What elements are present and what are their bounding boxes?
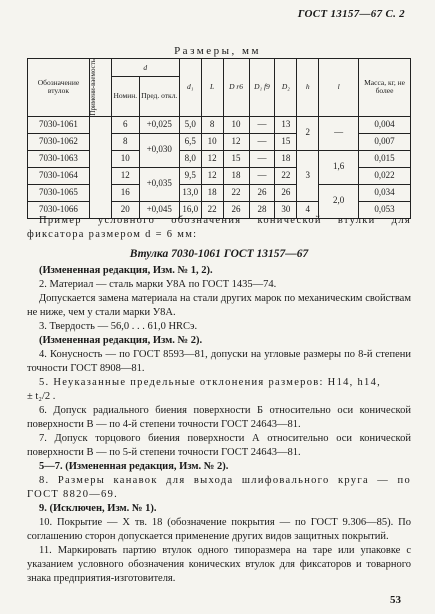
D-cell: 15	[223, 150, 249, 167]
clause-4: 4. Конусность — по ГОСТ 8593—81, допуски на угловые размеры по 8-й степени точности ГОСТ 8908—81.	[27, 349, 411, 374]
D1-cell: —	[249, 150, 275, 167]
clause-2-note: Допускается замена материала на стали других марок по механическим свойствам не ниже, чем у стали марки У8А.	[27, 293, 411, 318]
col-D1-header: D₁ f9	[249, 59, 275, 117]
revision-note: 5—7. (Измененная редакция, Изм. № 2).	[39, 461, 229, 472]
L-cell: 18	[201, 184, 223, 201]
col-L-header: L	[201, 59, 223, 117]
D-cell: 12	[223, 133, 249, 150]
tol-cell: +0,045	[139, 201, 179, 218]
designation-cell: 7030-1066	[28, 201, 90, 218]
L-cell: 22	[201, 201, 223, 218]
L-cell: 12	[201, 167, 223, 184]
dimensions-table	[27, 58, 411, 219]
clause-6: 6. Допуск радиального биения поверхности Б относительно оси конической поверхности В — по 4-й степени точности ГОСТ 24643—81.	[27, 405, 411, 430]
l-cell: 2,0	[319, 184, 359, 218]
d1-cell: 9,5	[179, 167, 201, 184]
clause-11: 11. Маркировать партию втулок одного типоразмера на таре или упаковке с указанием условного обозначения конических втулок для фиксаторов и товарного знака предприятия-изготовителя.	[27, 545, 411, 584]
col-designation-header: Обозначение втулок	[28, 59, 90, 117]
col-d-header: d	[111, 59, 179, 77]
nom-cell: 20	[111, 201, 139, 218]
D2-cell: 22	[275, 167, 297, 184]
D-cell: 22	[223, 184, 249, 201]
clause-2: 2. Материал — сталь марки У8А по ГОСТ 1435—74.	[39, 279, 277, 290]
designation-cell: 7030-1062	[28, 133, 90, 150]
D2-cell: 15	[275, 133, 297, 150]
h-cell: 3	[297, 150, 319, 201]
d1-cell: 13,0	[179, 184, 201, 201]
table-row	[28, 184, 411, 201]
D1-cell: —	[249, 133, 275, 150]
L-cell: 12	[201, 150, 223, 167]
nom-cell: 10	[111, 150, 139, 167]
page-number: 53	[390, 594, 401, 606]
l-cell: 1,6	[319, 150, 359, 184]
nom-cell: 16	[111, 184, 139, 201]
D1-cell: 26	[249, 184, 275, 201]
designation-cell: 7030-1064	[28, 167, 90, 184]
d1-cell: 8,0	[179, 150, 201, 167]
tol-cell: +0,035	[139, 167, 179, 201]
designation-cell: 7030-1061	[28, 116, 90, 133]
clause-7: 7. Допуск торцового биения поверхности А относительно оси конической поверхности В — по 5-й степени точности ГОСТ 24643—81.	[27, 433, 411, 458]
nom-cell: 6	[111, 116, 139, 133]
D-cell: 10	[223, 116, 249, 133]
col-nom-header: Номин.	[111, 77, 139, 116]
D2-cell: 13	[275, 116, 297, 133]
example-designation: Втулка 7030-1061 ГОСТ 13157—67	[129, 248, 309, 260]
D1-cell: —	[249, 116, 275, 133]
d1-cell: 16,0	[179, 201, 201, 218]
applicability-cell	[89, 116, 111, 218]
clause-5: 5. Неуказанные предельные отклонения размеров: H14, h14,	[39, 377, 382, 388]
designation-cell: 7030-1063	[28, 150, 90, 167]
mass-cell: 0,053	[359, 201, 411, 218]
L-cell: 8	[201, 116, 223, 133]
table-row	[28, 150, 411, 167]
nom-cell: 12	[111, 167, 139, 184]
designation-cell: 7030-1065	[28, 184, 90, 201]
mass-cell: 0,007	[359, 133, 411, 150]
tol-cell: +0,025	[139, 116, 179, 133]
D-cell: 26	[223, 201, 249, 218]
col-l-header: l	[319, 59, 359, 117]
table-caption: Размеры, мм	[174, 45, 261, 57]
mass-cell: 0,034	[359, 184, 411, 201]
clause-5-tolerance: ± t₂/2 .	[27, 391, 56, 402]
d1-cell: 5,0	[179, 116, 201, 133]
mass-cell: 0,004	[359, 116, 411, 133]
col-D2-header: D₂	[275, 59, 297, 117]
tol-cell: +0,030	[139, 133, 179, 167]
body-text	[27, 214, 411, 586]
revision-note: (Измененная редакция, Изм. № 2).	[39, 335, 203, 346]
col-applicability-header: Примени-ваемость	[89, 59, 111, 117]
revision-note: (Измененная редакция, Изм. № 1, 2).	[39, 265, 213, 276]
D-cell: 18	[223, 167, 249, 184]
col-mass-header: Масса, кг, не более	[359, 59, 411, 117]
D2-cell: 30	[275, 201, 297, 218]
col-tol-header: Пред. откл.	[139, 77, 179, 116]
h-cell: 4	[297, 201, 319, 218]
clause-9: 9. (Исключен, Изм. № 1).	[39, 503, 157, 514]
clause-10: 10. Покрытие — Х тв. 18 (обозначение покрытия — по ГОСТ 9.306—85). По соглашению сторон допускается применение других видов защитных покрытий.	[27, 517, 411, 542]
clause-8: 8. Размеры канавок для выхода шлифовального круга — по ГОСТ 8820—69.	[27, 475, 411, 500]
L-cell: 10	[201, 133, 223, 150]
h-cell: 2	[297, 116, 319, 150]
mass-cell: 0,022	[359, 167, 411, 184]
mass-cell: 0,015	[359, 150, 411, 167]
l-cell: —	[319, 116, 359, 150]
D1-cell: 28	[249, 201, 275, 218]
table-row	[28, 116, 411, 133]
col-D-header: D r6	[223, 59, 249, 117]
clause-3: 3. Твердость — 56,0 . . . 61,0 HRCэ.	[39, 321, 198, 332]
example-paragraph: Пример условного обозначения конической втулки для фиксатора размером d = 6 мм:	[27, 215, 411, 240]
D2-cell: 18	[275, 150, 297, 167]
page-header: ГОСТ 13157—67 С. 2	[297, 8, 405, 20]
col-h-header: h	[297, 59, 319, 117]
d1-cell: 6,5	[179, 133, 201, 150]
col-d1-header: d₁	[179, 59, 201, 117]
D2-cell: 26	[275, 184, 297, 201]
nom-cell: 8	[111, 133, 139, 150]
D1-cell: —	[249, 167, 275, 184]
